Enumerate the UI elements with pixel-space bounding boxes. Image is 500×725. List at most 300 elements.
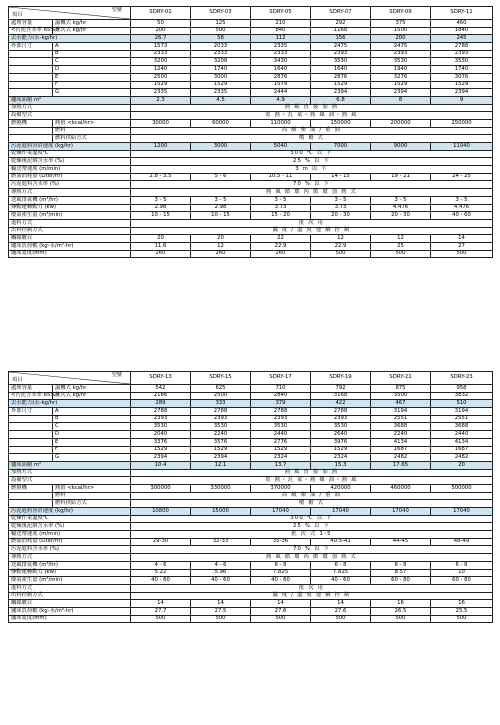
table-cell: 3 - 5 [431,196,493,204]
row-label: 燃油消耗量 (Liter/hr) [9,538,131,546]
table-row [9,492,493,500]
model-header: SDRY-21 [371,372,431,385]
table-cell: 7.825 [251,569,311,577]
table-cell: 20 - 30 [311,212,371,220]
model-header: SDRY-11 [431,7,493,20]
row-label: 加熱方式 [9,469,131,477]
table-cell: 58 [191,35,251,43]
table-cell: 3500 [371,392,431,400]
table-row [9,600,493,608]
table-cell: 3530 [131,423,191,431]
table-cell: 11.6 [131,242,191,250]
table-cell: 958 [431,385,493,393]
table-cell: 260 [251,250,311,258]
table-cell: 1529 [191,81,251,89]
table-row [9,27,493,35]
table-cell: 2393 [131,415,191,423]
table-cell: 40 - 60 [251,577,311,585]
table-cell: 156 [311,35,371,43]
table-cell: 2393 [311,415,371,423]
table-cell: 260 [191,250,251,258]
table-cell: 420000 [311,484,371,492]
row-label: <污泥含水率 65%> [9,27,53,35]
table-cell: 20 [191,235,251,243]
model-header: SDRY-09 [371,7,431,20]
table-row [9,515,493,523]
table-cell: 150000 [311,119,371,127]
table-cell: 2.3 [131,96,191,104]
table-cell: 2040 [131,431,191,439]
table-cell: 6 - 8 [311,561,371,569]
row-sublabel: 燃料供給方式 [53,135,131,143]
table-cell: 3276 [371,73,431,81]
table-cell: 25 [371,242,431,250]
table-cell: 1940 [371,66,431,74]
spanning-value: 噴 槍 式 [131,500,493,508]
table-cell: 2788 [311,408,371,416]
table-cell: 333 [191,400,251,408]
table-row [9,423,493,431]
spanning-value: 熱 風 循 環 內 循 環 加 熱 式 [131,189,493,197]
table-cell: 14 [311,600,371,608]
model-header: SDRY-15 [191,372,251,385]
table-cell: 6 - 8 [371,561,431,569]
table-cell: 1687 [371,446,431,454]
table-cell: 210 [251,20,311,28]
table-row [9,96,493,104]
model-header: SDRY-19 [311,372,371,385]
table-cell: 12 [311,235,371,243]
row-label [9,500,53,508]
row-label: 去水能力(水-kg/hr) [9,400,131,408]
row-label [9,431,53,439]
table-cell: 3 - 5 [311,196,371,204]
table-cell: 500 [191,27,251,35]
table-cell: 2.8 - 3.5 [131,173,191,181]
corner-model-label: 型號 [111,7,122,13]
row-sublabel: 燃料 [53,127,131,135]
table-cell: 14 [131,600,191,608]
table-cell: 3530 [431,58,493,66]
model-header: SDRY-01 [131,7,191,20]
row-sublabel: 濕機式 kg/hr [53,20,131,28]
table-cell: 29-30 [131,538,191,546]
table-cell: 460000 [371,484,431,492]
table-row [9,73,493,81]
row-label: 爐床寬度(mm) [9,250,131,258]
table-cell: 2333 [251,50,311,58]
table-row [9,135,493,143]
table-cell: 500 [131,615,191,623]
table-row [9,615,493,623]
table-cell: 2394 [431,89,493,97]
row-sublabel: 批次式 kg/hr [53,392,131,400]
table-cell: 200 [371,35,431,43]
row-sublabel: F [53,81,131,89]
table-cell: 2393 [311,50,371,58]
table-cell: 1579 [251,81,311,89]
table-cell: 2551 [431,415,493,423]
table-cell: 2324 [311,454,371,462]
table-cell: 16 [431,600,493,608]
table-cell: 1573 [131,43,191,51]
table-cell: 370000 [251,484,311,492]
table-cell: 542 [131,385,191,393]
table-cell: 500 [251,615,311,623]
table-cell: 467 [371,400,431,408]
table-row [9,104,493,112]
spanning-value: 熱 風 直 接 加 熱 [131,469,493,477]
table-cell: 460 [431,20,493,28]
row-label: 外部尺寸 [9,408,53,416]
table-cell: 26.7 [131,35,191,43]
table-cell: 3 - 5 [371,196,431,204]
table-row [9,158,493,166]
table-row [9,508,493,516]
row-label: 燃油消耗量 (Liter/hr) [9,173,131,181]
row-label: 進料方式 [9,584,131,592]
table-row [9,189,493,197]
spanning-value: 批 次 式 1-5 [131,531,493,539]
table-row [9,592,493,600]
table-row [9,523,493,531]
table-row [9,81,493,89]
table-cell: 7.825 [311,569,371,577]
table-cell: 2776 [251,438,311,446]
table-cell: 3 - 5 [191,196,251,204]
table-row [9,204,493,212]
table-cell: 500 [371,615,431,623]
table-cell: 20 [431,461,493,469]
table-cell: 27.6 [311,607,371,615]
table-cell: 4134 [431,438,493,446]
table-row [9,143,493,151]
table-cell: 2876 [311,73,371,81]
table-cell: 3000 [191,143,251,151]
table-cell: 3168 [311,392,371,400]
table-cell: 1168 [311,27,371,35]
row-label [9,50,53,58]
table-cell: 14 [251,600,311,608]
table-cell: 379 [251,400,311,408]
table-cell: 500 [191,615,251,623]
table-cell: 200000 [371,119,431,127]
row-label [9,73,53,81]
table-cell: 12 [191,242,251,250]
table-row [9,150,493,158]
header-row [9,7,493,20]
table-cell: 1529 [131,81,191,89]
table-row [9,50,493,58]
table-cell: 2.98 [191,204,251,212]
corner-model-label: 型號 [111,372,122,378]
table-cell: 35-36 [251,538,311,546]
table-row [9,607,493,615]
table-cell: 3 - 5 [131,196,191,204]
row-label: 污泥進料含水率 (%) [9,546,131,554]
table-cell: 2240 [191,431,251,439]
row-label: 爐床面積 m² [9,96,131,104]
table-cell: 2.98 [131,204,191,212]
spanning-value: 70 % 以 下 [131,181,493,189]
spanning-value: 批 次 用 [131,219,493,227]
table-cell: 50 [131,20,191,28]
table-row [9,431,493,439]
row-label: 設備型式 [9,112,131,120]
table-cell: 2335 [251,43,311,51]
spanning-value: 高 級 柴 油 / 重 油 [131,492,493,500]
table-row [9,500,493,508]
spanning-value: 25 % 以 下 [131,523,493,531]
table-cell: 2876 [251,73,311,81]
row-label [9,135,53,143]
row-label: 出料控制方式 [9,227,131,235]
table-cell: 1640 [311,66,371,74]
spanning-value: 3 m 以 下 [131,166,493,174]
table-cell: 2324 [251,454,311,462]
table-row [9,212,493,220]
table-cell: 3688 [431,423,493,431]
row-label [9,127,53,135]
table-cell: 3530 [191,423,251,431]
table-cell: 840 [251,27,311,35]
spec-table-2 [8,371,493,623]
table-cell: 3194 [371,408,431,416]
spanning-value: 濕 度 / 溫 度 連 續 控 制 [131,227,493,235]
row-sublabel: E [53,73,131,81]
row-sublabel: 濕機式 kg/hr [53,385,131,393]
table-cell: 1740 [431,66,493,74]
table-row [9,554,493,562]
table-cell: 2240 [371,431,431,439]
table-cell: 110000 [251,119,311,127]
corner-item-label: 項目 [12,11,23,18]
table-cell: 6.8 [311,96,371,104]
table-row [9,546,493,554]
table-cell: 2475 [311,43,371,51]
table-cell: 2393 [191,415,251,423]
table-cell: 10800 [131,508,191,516]
table-cell: 500 [311,250,371,258]
row-label: 燃燒機 [9,119,53,127]
table-cell: 1529 [311,446,371,454]
table-cell: 2788 [131,408,191,416]
row-label: 設備型式 [9,477,131,485]
table-cell: 292 [311,20,371,28]
row-label: 傳動運轉動力 (kw) [9,204,131,212]
row-label: 觸媒數目 [9,600,131,608]
row-label: 出料控制方式 [9,592,131,600]
table-cell: 17.65 [371,461,431,469]
row-label: 污泥進料容許速度 (kg/hr) [9,143,131,151]
table-cell: 4 - 6 [131,561,191,569]
spanning-value: 25 % 以 下 [131,158,493,166]
table-cell: 4 - 6 [191,561,251,569]
table-cell: 1529 [191,446,251,454]
spanning-value: 電 熱・瓦 氣・熱 媒 油・熱 風 [131,477,493,485]
row-label [9,415,53,423]
model-header: SDRY-17 [251,372,311,385]
table-cell: 2394 [311,89,371,97]
table-cell: 3208 [191,58,251,66]
row-label: 導熱方式 [9,554,131,562]
table-cell: 2788 [251,408,311,416]
table-cell: 3688 [371,423,431,431]
table-cell: 9 [431,96,493,104]
table-row [9,454,493,462]
table-cell: 3576 [191,438,251,446]
table-cell: 8 [371,96,431,104]
table-cell: 15.3 [311,461,371,469]
table-cell: 60 - 80 [431,577,493,585]
table-row [9,43,493,51]
table-cell: 22.9 [251,242,311,250]
header-corner [9,7,131,20]
table-cell: 3 - 5 [251,196,311,204]
spec-table-1 [8,6,493,258]
row-label [9,423,53,431]
table-row [9,408,493,416]
row-label: 輸送帶速度 (m/min) [9,166,131,174]
table-cell: 625 [191,385,251,393]
table-cell: 3076 [431,73,493,81]
row-label: 加熱方式 [9,104,131,112]
table-row [9,577,493,585]
table-cell: 2335 [191,89,251,97]
table-cell: 5 - 6 [191,173,251,181]
table-cell: 27.7 [131,607,191,615]
spanning-value: 70 % 以 下 [131,546,493,554]
table-cell: 25.5 [431,607,493,615]
table-cell: 24 - 25 [431,173,493,181]
table-cell: 4.476 [371,204,431,212]
row-sublabel: B [53,415,131,423]
table-cell: 710 [251,385,311,393]
table-cell: 500 [371,250,431,258]
spanning-value: 批 次 用 [131,584,493,592]
table-cell: 125 [191,20,251,28]
table-cell: 30000 [131,119,191,127]
table-cell: 7000 [311,143,371,151]
table-cell: 26.5 [371,607,431,615]
table-cell: 60000 [191,119,251,127]
table-cell: 2640 [311,431,371,439]
row-sublabel: 熱值 <kcal/hr> [53,119,131,127]
table-cell: 510 [431,400,493,408]
row-sublabel: G [53,89,131,97]
table-cell: 500 [311,615,371,623]
table-row [9,58,493,66]
table-row [9,235,493,243]
table-cell: 48-49 [431,538,493,546]
row-sublabel: 燃料 [53,492,131,500]
table-cell: 20 [131,235,191,243]
table-cell: 2166 [131,392,191,400]
header-corner [9,372,131,385]
row-label: 送風排氣機 (m³/hr) [9,561,131,569]
table-cell: 27.6 [251,607,311,615]
table-cell: 3976 [311,438,371,446]
table-cell: 2788 [431,43,493,51]
table-cell: 17040 [251,508,311,516]
table-row [9,484,493,492]
spanning-value: 熱 風 循 環 內 循 環 加 熱 式 [131,554,493,562]
corner-item-label: 項目 [12,376,23,383]
table-cell: 27.5 [191,607,251,615]
row-label: 觸媒數目 [9,235,131,243]
spanning-value: 熱 風 直 接 加 熱 [131,104,493,112]
table-cell: 40 - 60 [431,212,493,220]
table-row [9,469,493,477]
row-label [9,438,53,446]
row-label: 輸送帶速度 (m/min) [9,531,131,539]
row-sublabel: 批次式 kg/hr [53,27,131,35]
row-label [9,58,53,66]
row-label: 去水能力(水-kg/hr) [9,35,131,43]
table-cell: 3376 [131,438,191,446]
table-cell: 2393 [251,415,311,423]
table-cell: 3.73 [251,204,311,212]
table-cell: 32-33 [191,538,251,546]
table-cell: 3194 [431,408,493,416]
table-cell: 14 [191,600,251,608]
row-label: 導熱方式 [9,189,131,197]
table-cell: 1500 [371,27,431,35]
table-cell: 260 [131,250,191,258]
table-row [9,227,493,235]
table-row [9,477,493,485]
table-cell: 1529 [431,81,493,89]
table-cell: 3430 [251,58,311,66]
table-cell: 6 - 8 [251,561,311,569]
table-cell: 4.9 [251,96,311,104]
table-cell: 330000 [191,484,251,492]
row-label: 廢氣產生量 (m³/min) [9,577,131,585]
table-cell: 500 [431,250,493,258]
row-label: 爐床面積 m² [9,461,131,469]
table-cell: 3530 [251,423,311,431]
table-cell: 15000 [191,508,251,516]
row-label: 乾燥後泥餅含水率 (%) [9,158,131,166]
table-cell: 8.57 [371,569,431,577]
table-cell: 500000 [431,484,493,492]
table-cell: 44-45 [371,538,431,546]
table-cell: 1200 [131,143,191,151]
table-cell: 2482 [431,454,493,462]
table-cell: 10 - 15 [131,212,191,220]
row-label: 廢氣產生量 (m³/min) [9,212,131,220]
table-row [9,89,493,97]
table-row [9,166,493,174]
row-sublabel: A [53,43,131,51]
table-cell: 12.1 [191,461,251,469]
table-cell: 2393 [431,50,493,58]
table-row [9,112,493,120]
row-label: 送風排氣機 (m³/hr) [9,196,131,204]
header-row [9,372,493,385]
table-cell: 3200 [131,58,191,66]
table-row [9,250,493,258]
model-header: SDRY-07 [311,7,371,20]
row-label: 乾燥作業溫度℃ [9,515,131,523]
table-cell: 3530 [371,58,431,66]
table-cell: 1529 [371,81,431,89]
table-cell: 4.5 [191,96,251,104]
table-row [9,438,493,446]
model-header: SDRY-23 [431,372,493,385]
table-cell: 6 - 8 [431,561,493,569]
table-cell: 40 - 60 [311,577,371,585]
